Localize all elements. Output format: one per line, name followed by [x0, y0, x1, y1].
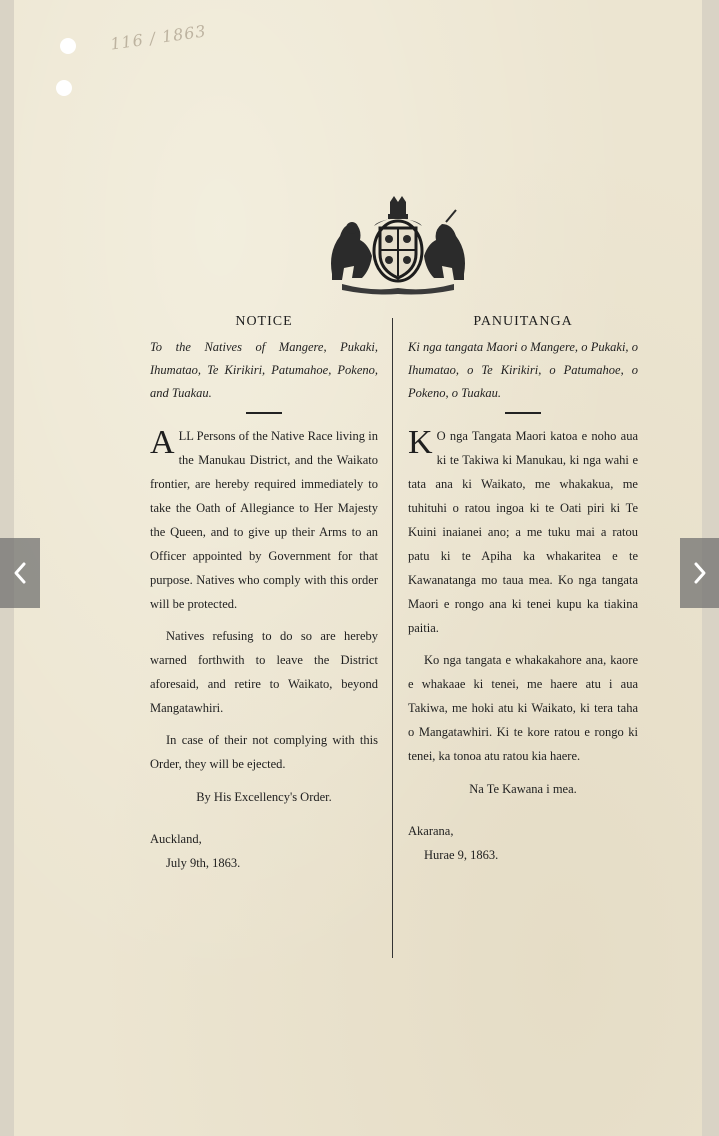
- drop-cap: K: [408, 424, 433, 461]
- column-divider: [392, 318, 393, 958]
- date: Hurae 9, 1863.: [424, 848, 499, 862]
- notice-paragraph-2: Natives refusing to do so are hereby warned forthwith to leave the District aforesaid, and retire to Waikato, beyond Mangatawhiri.: [150, 629, 378, 715]
- order-line: By His Excellency's Order.: [196, 790, 332, 804]
- place-date: [408, 819, 638, 867]
- chevron-right-icon: [691, 561, 709, 585]
- previous-image-button[interactable]: [0, 538, 40, 608]
- notice-paragraph-1: A LL Persons of the Native Race living in the Manukau District, and the Waikato frontier, are hereby required immediately to take the Oath of Allegiance to Her Majesty the Queen, and to give up their Arms to an Officer appointed by Government for that purpose. Natives who comply with this order will be protected.: [150, 424, 378, 611]
- drop-cap: A: [150, 424, 175, 461]
- next-image-button[interactable]: [680, 538, 719, 608]
- heading-rule: [246, 412, 282, 414]
- notice-subtitle: To the Natives of Mangere, Pukaki, Ihumatao, Te Kirikiri, Patumahoe, Pokeno, and Tuakau.: [150, 340, 378, 400]
- date: July 9th, 1863.: [166, 856, 241, 870]
- punch-hole: [60, 38, 76, 54]
- chevron-left-icon: [11, 561, 29, 585]
- panuitanga-subtitle: Ki nga tangata Maori o Mangere, o Pukaki, o Ihumatao, o Te Kirikiri, o Patumahoe, o Pokeno, o Tuakau.: [408, 340, 638, 400]
- panuitanga-paragraph-2: Ko nga tangata e whakakahore ana, kaore e whakaae ki tenei, me haere atu i aua Takiwa, me hoki atu ki Waikato, ki tera taha o Mangatawhiri. Ki te kore ratou e rongo ki tenei, ka tonoa atu ratou kia haere.: [408, 653, 638, 763]
- place: Akarana,: [408, 824, 454, 838]
- place-date: [150, 827, 378, 875]
- place: Auckland,: [150, 832, 202, 846]
- punch-hole: [56, 80, 72, 96]
- english-column: [150, 310, 378, 875]
- maori-column: [408, 310, 638, 867]
- panuitanga-heading: PANUITANGA: [473, 314, 573, 329]
- notice-paragraph-3: In case of their not complying with this Order, they will be ejected.: [150, 733, 378, 771]
- pencil-annotation: 116 / 1863: [109, 21, 208, 54]
- order-line: Na Te Kawana i mea.: [469, 782, 577, 796]
- heading-rule: [505, 412, 541, 414]
- notice-heading: NOTICE: [235, 314, 293, 329]
- coat-of-arms-icon: [322, 196, 474, 296]
- panuitanga-paragraph-1: K O nga Tangata Maori katoa e noho aua ki te Takiwa ki Manukau, ki nga wahi e tata ana ki Waikato, me whakakua, me tuhituhi o ratou ingoa ki te Oati piri ki Te Kuini inaianei ano; a me tuku mai a ratou patu ki te Apiha ka whakaritea e te Kawanatanga mo taua mea. Ko nga tangata Maori e rongo ana ki tenei kupu ka tiakina paitia.: [408, 424, 638, 635]
